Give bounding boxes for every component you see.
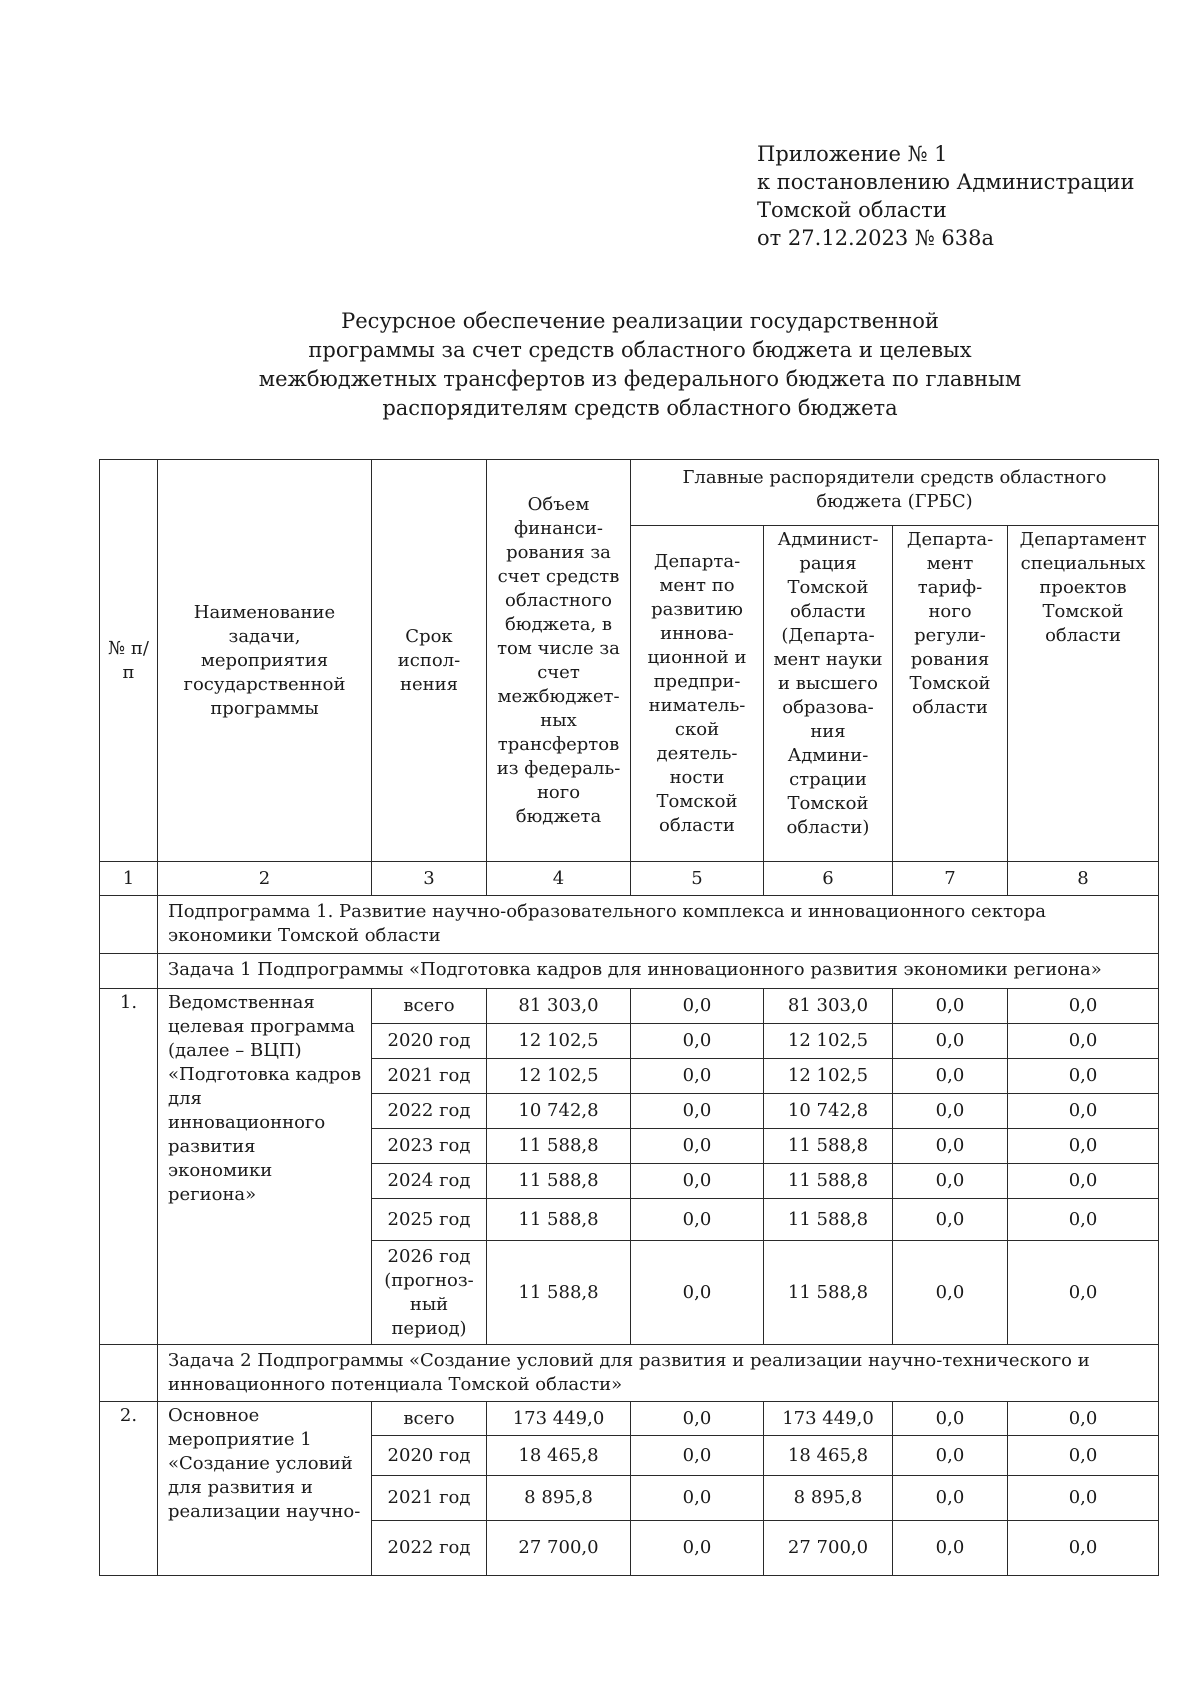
dep-innov-cell: 0,0	[631, 1094, 764, 1129]
resource-table	[99, 459, 1159, 1576]
admin-cell: 81 303,0	[764, 989, 893, 1024]
item-number: 2.	[100, 1402, 158, 1576]
volume-cell: 11 588,8	[487, 1199, 631, 1241]
appendix-line: от 27.12.2023 № 638а	[757, 226, 994, 250]
term-cell: 2026 год (прогноз- ный период)	[372, 1241, 487, 1345]
title-line: межбюджетных трансфертов из федерального бюджета по главным	[258, 367, 1022, 391]
dep-innov-cell: 0,0	[631, 1521, 764, 1576]
admin-cell: 11 588,8	[764, 1164, 893, 1199]
dep-tariff-cell: 0,0	[893, 1059, 1008, 1094]
admin-cell: 11 588,8	[764, 1129, 893, 1164]
dep-tariff-cell: 0,0	[893, 1521, 1008, 1576]
dep-special-cell: 0,0	[1008, 1476, 1159, 1521]
dep-innov-cell: 0,0	[631, 1402, 764, 1436]
col-number: 2	[158, 862, 372, 896]
dep-special-cell: 0,0	[1008, 1164, 1159, 1199]
term-cell: 2023 год	[372, 1129, 487, 1164]
dep-innov-cell: 0,0	[631, 1241, 764, 1345]
header-dep-tariff: Департа- мент тариф- ного регули- рования Томской области	[893, 526, 1008, 862]
header-name: Наименование задачи, мероприятия государственной программы	[158, 460, 372, 862]
admin-cell: 18 465,8	[764, 1436, 893, 1476]
volume-cell: 27 700,0	[487, 1521, 631, 1576]
dep-special-cell: 0,0	[1008, 1521, 1159, 1576]
term-cell: всего	[372, 989, 487, 1024]
admin-cell: 11 588,8	[764, 1241, 893, 1345]
col-number: 5	[631, 862, 764, 896]
volume-cell: 11 588,8	[487, 1241, 631, 1345]
volume-cell: 18 465,8	[487, 1436, 631, 1476]
dep-tariff-cell: 0,0	[893, 1402, 1008, 1436]
term-cell: 2020 год	[372, 1024, 487, 1059]
term-cell: 2022 год	[372, 1521, 487, 1576]
appendix-line: Томской области	[757, 198, 947, 222]
title-line: программы за счет средств областного бюджета и целевых	[308, 338, 972, 362]
volume-cell: 8 895,8	[487, 1476, 631, 1521]
dep-innov-cell: 0,0	[631, 1199, 764, 1241]
document-title	[200, 307, 1080, 423]
header-grbs: Главные распорядители средств областного бюджета (ГРБС)	[631, 460, 1159, 526]
appendix-line: к постановлению Администрации	[757, 170, 1135, 194]
dep-tariff-cell: 0,0	[893, 1129, 1008, 1164]
dep-innov-cell: 0,0	[631, 989, 764, 1024]
term-cell: 2024 год	[372, 1164, 487, 1199]
dep-innov-cell: 0,0	[631, 1129, 764, 1164]
dep-tariff-cell: 0,0	[893, 1024, 1008, 1059]
title-line: Ресурсное обеспечение реализации государственной	[341, 309, 939, 333]
dep-tariff-cell: 0,0	[893, 1436, 1008, 1476]
dep-special-cell: 0,0	[1008, 989, 1159, 1024]
dep-innov-cell: 0,0	[631, 1476, 764, 1521]
volume-cell: 81 303,0	[487, 989, 631, 1024]
appendix-block	[757, 140, 1135, 252]
dep-tariff-cell: 0,0	[893, 1164, 1008, 1199]
item-name: Ведомственная целевая программа (далее – ВЦП) «Подготовка кадров для инновационного развития экономики региона»	[158, 989, 372, 1345]
col-number: 6	[764, 862, 893, 896]
dep-special-cell: 0,0	[1008, 1199, 1159, 1241]
appendix-line: Приложение № 1	[757, 142, 948, 166]
term-cell: 2022 год	[372, 1094, 487, 1129]
admin-cell: 27 700,0	[764, 1521, 893, 1576]
empty-cell	[100, 954, 158, 989]
col-number: 1	[100, 862, 158, 896]
empty-cell	[100, 1345, 158, 1402]
dep-tariff-cell: 0,0	[893, 1094, 1008, 1129]
term-cell: 2020 год	[372, 1436, 487, 1476]
dep-innov-cell: 0,0	[631, 1436, 764, 1476]
dep-special-cell: 0,0	[1008, 1094, 1159, 1129]
header-num: № п/п	[100, 460, 158, 862]
dep-special-cell: 0,0	[1008, 1024, 1159, 1059]
volume-cell: 173 449,0	[487, 1402, 631, 1436]
volume-cell: 12 102,5	[487, 1024, 631, 1059]
item-number: 1.	[100, 989, 158, 1345]
term-cell: 2025 год	[372, 1199, 487, 1241]
task-title: Задача 1 Подпрограммы «Подготовка кадров для инновационного развития экономики региона»	[158, 954, 1159, 989]
col-number: 7	[893, 862, 1008, 896]
dep-tariff-cell: 0,0	[893, 1199, 1008, 1241]
title-line: распорядителям средств областного бюджета	[382, 396, 898, 420]
dep-special-cell: 0,0	[1008, 1436, 1159, 1476]
dep-special-cell: 0,0	[1008, 1241, 1159, 1345]
item-name: Основное мероприятие 1 «Создание условий для развития и реализации научно-	[158, 1402, 372, 1576]
dep-innov-cell: 0,0	[631, 1059, 764, 1094]
col-number: 8	[1008, 862, 1159, 896]
header-term: Срок испол- нения	[372, 460, 487, 862]
dep-tariff-cell: 0,0	[893, 1241, 1008, 1345]
volume-cell: 10 742,8	[487, 1094, 631, 1129]
header-volume: Объем финанси- рования за счет средств областного бюджета, в том числе за счет межбюджет- ных трансфертов из федераль- ного бюджета	[487, 460, 631, 862]
col-number: 4	[487, 862, 631, 896]
header-dep-innov: Департа- мент по развитию иннова- ционной и предпри- ниматель- ской деятель- ности Томской области	[631, 526, 764, 862]
dep-special-cell: 0,0	[1008, 1129, 1159, 1164]
dep-innov-cell: 0,0	[631, 1024, 764, 1059]
admin-cell: 10 742,8	[764, 1094, 893, 1129]
volume-cell: 11 588,8	[487, 1129, 631, 1164]
dep-special-cell: 0,0	[1008, 1402, 1159, 1436]
admin-cell: 12 102,5	[764, 1024, 893, 1059]
volume-cell: 12 102,5	[487, 1059, 631, 1094]
admin-cell: 173 449,0	[764, 1402, 893, 1436]
header-dep-special: Департамент специальных проектов Томской области	[1008, 526, 1159, 862]
header-admin: Админист- рация Томской области (Департа- мент науки и высшего образова- ния Админи- страции Томской области)	[764, 526, 893, 862]
term-cell: 2021 год	[372, 1059, 487, 1094]
dep-innov-cell: 0,0	[631, 1164, 764, 1199]
dep-tariff-cell: 0,0	[893, 1476, 1008, 1521]
dep-tariff-cell: 0,0	[893, 989, 1008, 1024]
subprogram-title: Подпрограмма 1. Развитие научно-образовательного комплекса и инновационного сектора экономики Томской области	[158, 896, 1159, 954]
col-number: 3	[372, 862, 487, 896]
task-title: Задача 2 Подпрограммы «Создание условий для развития и реализации научно-технического и инновационного потенциала Томской области»	[158, 1345, 1159, 1402]
dep-special-cell: 0,0	[1008, 1059, 1159, 1094]
empty-cell	[100, 896, 158, 954]
admin-cell: 8 895,8	[764, 1476, 893, 1521]
volume-cell: 11 588,8	[487, 1164, 631, 1199]
term-cell: 2021 год	[372, 1476, 487, 1521]
admin-cell: 12 102,5	[764, 1059, 893, 1094]
admin-cell: 11 588,8	[764, 1199, 893, 1241]
term-cell: всего	[372, 1402, 487, 1436]
